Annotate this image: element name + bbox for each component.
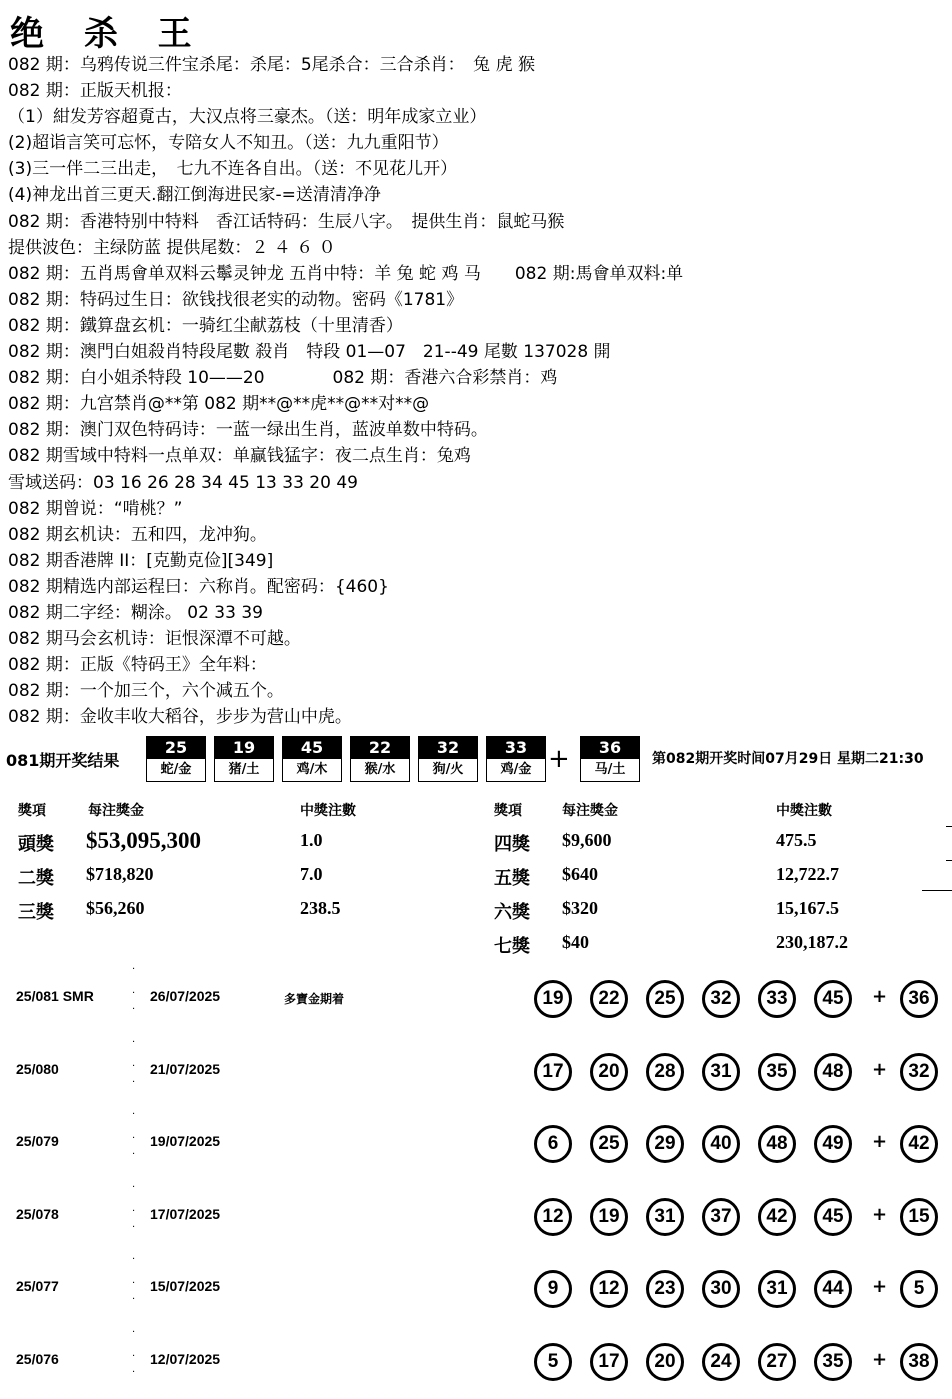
result-ball: 45	[814, 980, 852, 1018]
result-ball: 22	[590, 980, 628, 1018]
draw-result-bar	[0, 736, 952, 786]
text-line: 082 期二字经：糊涂。 02 33 39	[8, 602, 263, 623]
prize-name: 四獎	[494, 834, 530, 854]
draw-id: 25/081 SMR	[16, 988, 94, 1004]
prize-count: 238.5	[300, 898, 341, 918]
text-line: 082 期：白小姐杀特段 10——20 082 期：香港六合彩禁肖：鸡	[8, 368, 558, 389]
prize-header: 獎項	[18, 803, 46, 819]
dot-divider: · · ·	[132, 964, 136, 1015]
result-ball: 12	[534, 1198, 572, 1236]
text-line: 082 期：澳门双色特码诗：一蓝一绿出生肖，蓝波单数中特码。	[8, 420, 488, 441]
draw-ball	[282, 736, 342, 782]
prize-header: 獎項	[494, 803, 522, 819]
draw-id: 25/080	[16, 1060, 59, 1077]
prize-count: 12,722.7	[776, 864, 839, 884]
prize-name: 七獎	[494, 936, 530, 956]
prize-amount: $320	[562, 898, 598, 918]
draw-ball	[418, 736, 478, 782]
result-ball: 32	[702, 980, 740, 1018]
result-ball: 31	[702, 1053, 740, 1091]
plus-sign: +	[872, 1131, 888, 1153]
result-ball: 19	[590, 1198, 628, 1236]
text-line: 082 期：正版天机报：	[8, 81, 182, 102]
result-ball: 25	[590, 1125, 628, 1163]
dot-divider: · · ·	[132, 1254, 136, 1306]
draw-date: 19/07/2025	[150, 1133, 221, 1150]
result-ball: 48	[758, 1125, 796, 1163]
result-ball: 45	[814, 1198, 852, 1236]
draw-ball-zodiac: 鸡/金	[500, 762, 532, 777]
result-ball: 44	[814, 1270, 852, 1308]
text-line: （1）紺发芳容超覔古，大汉点将三豪杰。（送：明年成家立业）	[8, 107, 487, 128]
result-ball: 9	[534, 1270, 572, 1308]
special-result-ball: 5	[900, 1270, 938, 1308]
text-line: 082 期：特码过生日：欲钱找很老实的动物。密码《1781》	[8, 289, 464, 310]
next-draw-info: 第082期开奖时间07月29日 星期二21:30	[652, 751, 924, 767]
result-ball: 31	[646, 1198, 684, 1236]
divider-line	[946, 860, 952, 861]
plus-sign: +	[872, 1203, 888, 1225]
special-result-ball: 15	[900, 1198, 938, 1236]
prize-count: 15,167.5	[776, 898, 839, 918]
result-ball: 49	[814, 1125, 852, 1163]
result-ball: 17	[590, 1343, 628, 1381]
text-line: 082 期：金收丰收大稻谷，步步为营山中虎。	[8, 707, 352, 728]
prize-count: 7.0	[300, 864, 323, 884]
prize-count: 230,187.2	[776, 932, 848, 952]
result-ball: 29	[646, 1125, 684, 1163]
result-ball: 28	[646, 1053, 684, 1091]
prize-amount: $53,095,300	[86, 828, 201, 853]
draw-date: 26/07/2025	[150, 988, 221, 1004]
divider-line	[922, 890, 952, 891]
draw-ball-zodiac: 蛇/金	[160, 762, 192, 777]
plus-sign: +	[872, 986, 888, 1007]
prize-amount: $56,260	[86, 898, 145, 918]
plus-sign: +	[872, 1058, 888, 1080]
result-ball: 6	[534, 1125, 572, 1163]
draw-ball	[146, 736, 206, 782]
draw-label: 081期开奖结果	[6, 751, 120, 770]
draw-ball	[214, 736, 274, 782]
text-line: 082 期：澳門白姐殺肖特段尾數 殺肖 特段 01—07 21--49 尾數 137028 開	[8, 342, 611, 363]
prize-header: 中獎注數	[300, 803, 356, 819]
draw-ball-zodiac: 狗/火	[432, 762, 464, 777]
result-ball: 31	[758, 1270, 796, 1308]
text-line: 082 期：一个加三个，六个减五个。	[8, 681, 284, 702]
result-ball: 20	[646, 1343, 684, 1381]
draw-ball-number: 45	[283, 737, 341, 759]
prize-name: 三獎	[18, 902, 54, 922]
draw-id: 25/079	[16, 1133, 59, 1150]
result-ball: 35	[758, 1053, 796, 1091]
result-ball: 17	[534, 1053, 572, 1091]
prize-name: 六獎	[494, 902, 530, 922]
special-result-ball: 36	[900, 980, 938, 1018]
prize-header: 中獎注數	[776, 803, 832, 819]
draw-ball-zodiac: 猪/土	[228, 762, 260, 777]
history-row	[0, 1329, 952, 1399]
text-line: (4)神龙出首三更天.翻江倒海进民家-=送清清净净	[8, 185, 381, 206]
draw-id: 25/076	[16, 1351, 59, 1367]
history-row	[0, 1111, 952, 1181]
draw-ball-zodiac: 鸡/木	[296, 762, 328, 777]
text-line: 082 期香港牌 II：[克勤克俭][349]	[8, 550, 274, 571]
special-result-ball: 42	[900, 1125, 938, 1163]
result-ball: 27	[758, 1343, 796, 1381]
result-ball: 12	[590, 1270, 628, 1308]
result-ball: 30	[702, 1270, 740, 1308]
text-line: 雪域送码：03 16 26 28 34 45 13 33 20 49	[8, 472, 358, 493]
text-line: 082 期：鐵算盘玄机：一骑红尘献荔枝（十里清香）	[8, 315, 403, 336]
draw-date: 12/07/2025	[150, 1351, 221, 1367]
prize-name: 五獎	[494, 868, 530, 888]
draw-date: 15/07/2025	[150, 1278, 221, 1295]
plus-sign: +	[872, 1276, 888, 1298]
result-ball: 48	[814, 1053, 852, 1091]
history-row	[0, 1181, 952, 1254]
prize-amount: $640	[562, 864, 598, 884]
draw-ball-number: 22	[351, 737, 409, 759]
special-ball-number: 36	[581, 737, 639, 759]
plus-sign: +	[872, 1349, 888, 1370]
result-ball: 5	[534, 1343, 572, 1381]
text-line: 082 期曾说：“啃桃？”	[8, 498, 183, 519]
result-ball: 24	[702, 1343, 740, 1381]
special-ball-zodiac: 马/土	[594, 762, 626, 777]
special-result-ball: 38	[900, 1343, 938, 1381]
history-row	[0, 1036, 952, 1109]
result-ball: 23	[646, 1270, 684, 1308]
text-line: 082 期：正版《特码王》全年料：	[8, 655, 267, 676]
dot-divider: · · ·	[132, 1181, 136, 1233]
result-ball: 33	[758, 980, 796, 1018]
text-line: 082 期玄机诀：五和四，龙冲狗。	[8, 524, 267, 545]
text-line: 082 期雪域中特料一点单双：单赢钱猛字：夜二点生肖：兔鸡	[8, 446, 471, 467]
draw-date: 17/07/2025	[150, 1205, 221, 1222]
text-line: (2)超诣言笑可忘怀，专陪女人不知丑。（送：九九重阳节）	[8, 133, 449, 154]
result-ball: 19	[534, 980, 572, 1018]
draw-date: 21/07/2025	[150, 1060, 221, 1077]
plus-sign: +	[548, 744, 570, 774]
prize-header: 每注獎金	[562, 803, 618, 819]
history-row	[0, 966, 952, 1036]
prize-name: 頭獎	[18, 834, 54, 854]
result-ball: 20	[590, 1053, 628, 1091]
draw-note: 多寶金期着	[284, 992, 345, 1006]
text-line: 082 期：九宫禁肖@**第 082 期**@**虎**@**对**@	[8, 394, 430, 415]
prize-header: 每注獎金	[88, 803, 144, 819]
history-row	[0, 1256, 952, 1326]
text-line: (3)三一伴二三出走， 七九不连各自出。（送：不见花儿开）	[8, 159, 458, 180]
result-ball: 25	[646, 980, 684, 1018]
result-ball: 42	[758, 1198, 796, 1236]
special-result-ball: 32	[900, 1053, 938, 1091]
prize-amount: $9,600	[562, 830, 612, 850]
prize-count: 1.0	[300, 830, 323, 850]
draw-ball-number: 19	[215, 737, 273, 759]
prize-amount: $40	[562, 932, 589, 952]
draw-id: 25/078	[16, 1205, 59, 1222]
page-title: 绝 杀 王	[10, 14, 206, 54]
dot-divider: · · ·	[132, 1109, 136, 1161]
draw-ball	[486, 736, 546, 782]
prize-name: 二獎	[18, 868, 54, 888]
text-lines	[8, 52, 948, 730]
text-line: 082 期精选内部运程曰：六称肖。配密码：{460}	[8, 576, 389, 597]
prize-amount: $718,820	[86, 864, 154, 884]
prize-table	[0, 796, 952, 956]
dot-divider: · · ·	[132, 1327, 136, 1378]
draw-ball-zodiac: 猴/水	[364, 762, 396, 777]
text-line: 082 期马会玄机诗：讵恨深潭不可越。	[8, 629, 301, 650]
text-line: 082 期：乌鸦传说三件宝杀尾：杀尾：5尾杀合：三合杀肖： 兔 虎 猴	[8, 55, 535, 75]
result-ball: 37	[702, 1198, 740, 1236]
text-line: 提供波色：主绿防蓝 提供尾数：２ ４ ６ ０	[8, 237, 336, 258]
divider-line	[946, 826, 952, 827]
text-line: 082 期：香港特别中特料 香江话特码：生辰八字。 提供生肖：鼠蛇马猴	[8, 211, 565, 232]
dot-divider: · · ·	[132, 1036, 136, 1088]
result-ball: 35	[814, 1343, 852, 1381]
result-ball: 40	[702, 1125, 740, 1163]
draw-id: 25/077	[16, 1278, 59, 1295]
draw-ball	[350, 736, 410, 782]
prize-count: 475.5	[776, 830, 817, 850]
draw-ball-number: 25	[147, 737, 205, 759]
text-line: 082 期：五肖馬會单双料云鬡灵钟龙 五肖中特：羊 兔 蛇 鸡 马 082 期:馬會单双料:单	[8, 263, 684, 284]
special-ball	[580, 736, 640, 782]
draw-ball-number: 32	[419, 737, 477, 759]
draw-ball-number: 33	[487, 737, 545, 759]
